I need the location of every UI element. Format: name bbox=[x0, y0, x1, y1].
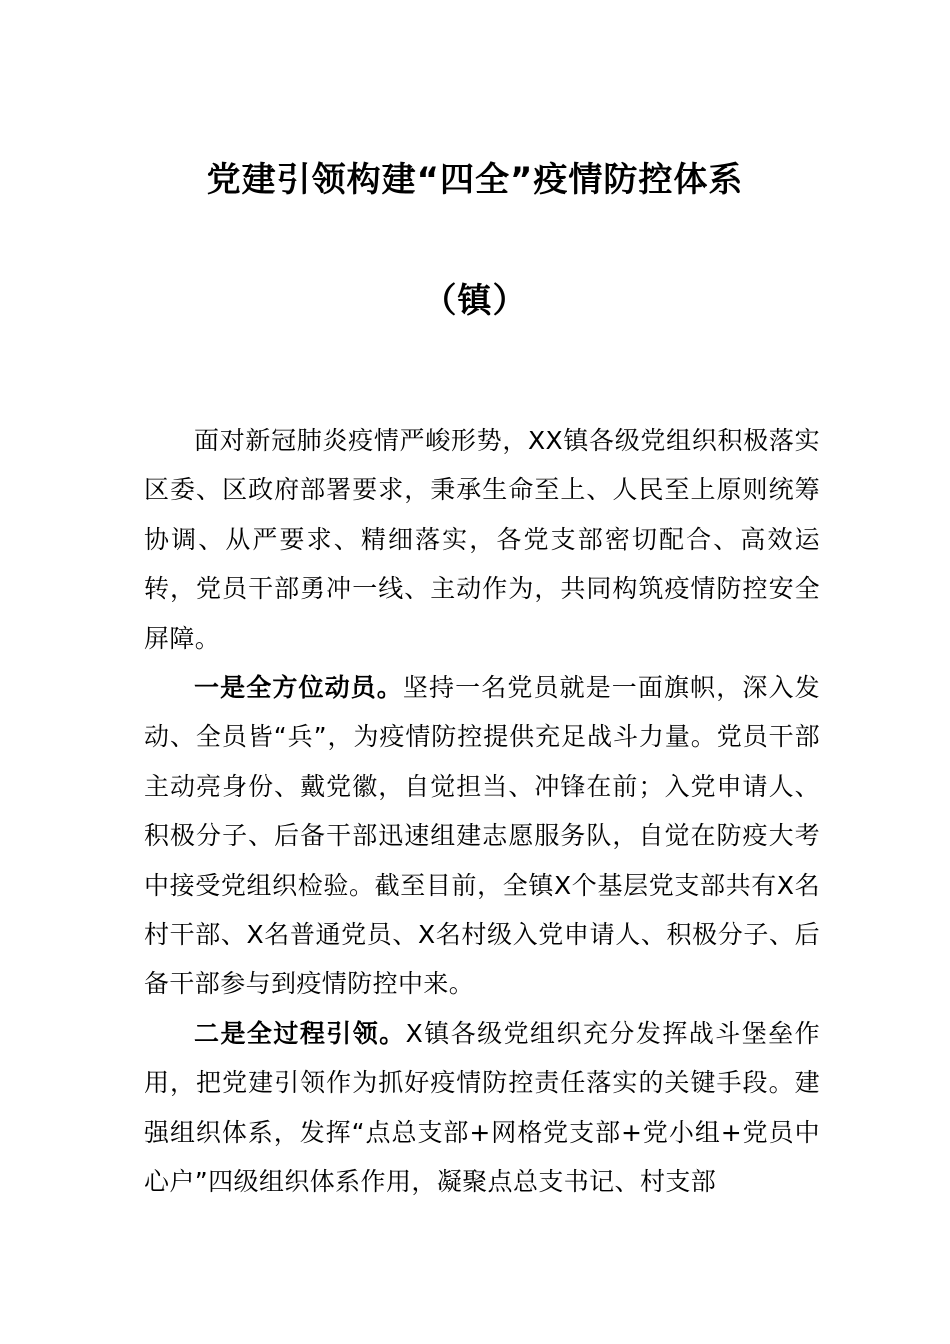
paragraph-intro bbox=[144, 416, 820, 663]
paragraph-text: 面对新冠肺炎疫情严峻形势，XX镇各级党组织积极落实区委、区政府部署要求，秉承生命至上、人民至上原则统筹协调、从严要求、精细落实，各党支部密切配合、高效运转，党员干部勇冲一线、主动作为，共同构筑疫情防控安全屏障。 bbox=[144, 426, 820, 653]
paragraph-mobilization bbox=[144, 663, 820, 1009]
paragraph-lead: 二是全过程引领。 bbox=[194, 1018, 406, 1048]
paragraph-text: X镇各级党组织充分发挥战斗堡垒作用，把党建引领作为抓好疫情防控责任落实的关键手段。建强组织体系，发挥“点总支部+网格党支部+党小组+党员中心户”四级组织体系作用，凝聚点总支书记、村支部 bbox=[144, 1018, 821, 1197]
document-title: 党建引领构建“四全”疫情防控体系 bbox=[206, 160, 744, 200]
paragraph-text: 坚持一名党员就是一面旗帜，深入发动、全员皆“兵”，为疫情防控提供充足战斗力量。党员干部主动亮身份、戴党徽，自觉担当、冲锋在前；入党申请人、积极分子、后备干部迅速组建志愿服务队，自觉在防疫大考中接受党组织检验。截至目前，全镇X个基层党支部共有X名村干部、X名普通党员、X名村级入党申请人、积极分子、后备干部参与到疫情防控中来。 bbox=[144, 673, 820, 999]
paragraph-guidance bbox=[144, 1009, 820, 1207]
document-body bbox=[144, 416, 820, 1207]
paragraph-lead: 一是全方位动员。 bbox=[194, 673, 403, 703]
document-subtitle: （镇） bbox=[422, 281, 528, 321]
